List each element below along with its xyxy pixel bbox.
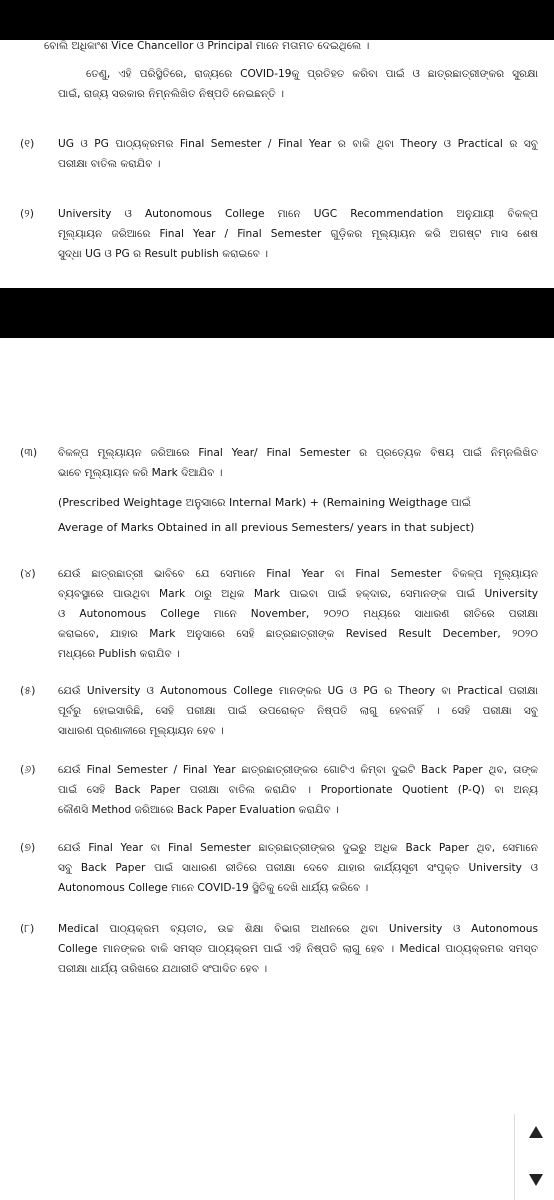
document-page-1 (0, 40, 554, 288)
item6-line-3: କୌଣସି Method ଜରିଆରେ Back Paper Evaluation କରାଯିବ । (58, 804, 339, 816)
item-number-3: (୩) (20, 446, 38, 459)
item5-line-1: ଯେଉଁ University ଓ Autonomous College ମାନଙ୍କର UG ଓ PG ର Theory ବା Practical ପରୀକ୍ଷା (58, 685, 538, 697)
item6-line-2: ପାଇଁ ସେହି Back Paper ପରୀକ୍ଷା ବାତିଲ କରାଯିବ । Proportionate Quotient (P-Q) ବା ଅନ୍ୟ (58, 784, 538, 796)
item6-line-1: ଯେଉଁ Final Semester / Final Year ଛାତ୍ରଛାତ୍ରୀଙ୍କର ଗୋଟିଏ କିମ୍ବା ଦୁଇଟି Back Paper ଥିବ, ତାଙ୍କ (58, 764, 538, 776)
item-number-2: (୨) (20, 207, 35, 220)
document-page-2 (0, 338, 554, 1200)
formula-line-2: Average of Marks Obtained in all previous Semesters/ years in that subject) (58, 521, 475, 534)
formula-line-1: (Prescribed Weightage ଅନୁସାରେ Internal Mark) + (Remaining Weigthage ପାଇଁ (58, 496, 471, 509)
item1-line-1: UG ଓ PG ପାଠ୍ୟକ୍ରମର Final Semester / Final Year ର ବାକି ଥିବା Theory ଓ Practical ର ସବୁ (58, 138, 538, 150)
item5-line-3: ସାଧାରଣ ପ୍ରଣାଳୀରେ ମୂଲ୍ୟାୟନ ହେବ । (58, 725, 224, 737)
intro-line-2: ପାଇଁ, ରାଜ୍ୟ ସରକାର ନିମ୍ନଲିଖିତ ନିଷ୍ପତି ନେଇଛନ୍ତି । (58, 88, 284, 100)
item4-line-2: ବ୍ୟବସ୍ଥାରେ ପାଉଥିବା Mark ଠାରୁ ଅଧିକ Mark ପାଇବା ପାଇଁ ହକ୍‌ଦାର, ସେମାନଙ୍କ ପାଇଁ University (58, 588, 538, 600)
item8-line-3: ପରୀକ୍ଷା ଧାର୍ଯ୍ୟ ତାରିଖରେ ଯଥାରୀତି ସଂପାଦିତ ହେବ । (58, 963, 268, 975)
item4-line-1: ଯେଉଁ ଛାତ୍ରଛାତ୍ରୀ ଭାବିବେ ଯେ ସେମାନେ Final Year ବା Final Semester ବିକଳ୍ପ ମୂଲ୍ୟାୟନ (58, 568, 538, 580)
scroll-up-down-icon (529, 1126, 543, 1186)
item-number-5: (୫) (20, 684, 36, 697)
item4-line-5: ମଧ୍ୟରେ Publish କରାଯିବ । (58, 648, 180, 660)
item-number-4: (୪) (20, 567, 36, 580)
item-number-6: (୬) (20, 763, 36, 776)
intro-line-1: ତେଣୁ, ଏହି ପରିସ୍ଥିତିରେ, ରାଜ୍ୟରେ COVID-19କୁ ପ୍ରତିହତ କରିବା ପାଇଁ ଓ ଛାତ୍ରଛାତ୍ରୀଙ୍କର ସୁରକ୍ଷା (86, 68, 538, 80)
item1-line-2: ପରୀକ୍ଷା ବାତିଲ କରାଯିବ । (58, 158, 161, 170)
item7-line-1: ଯେଉଁ Final Year ବା Final Semester ଛାତ୍ରଛାତ୍ରୀଙ୍କର ଦୁଇରୁ ଅଧିକ Back Paper ଥିବ, ସେମାନେ (58, 842, 538, 854)
item8-line-2: College ମାନଙ୍କର ବାକି ସମସ୍ତ ପାଠ୍ୟକ୍ରମ ପାଇଁ ଏହି ନିଷ୍ପତି ଲାଗୁ ହେବ । Medical ପାଠ୍ୟକ୍ରମର ସମସ୍ତ (58, 943, 538, 955)
item4-line-4: କରାଇବେ, ଯାହାର Mark ଅନୁସାରେ ସେହି ଛାତ୍ରଛାତ୍ରୀଙ୍କ Revised Result December, ୨୦୨୦ (58, 628, 538, 640)
item2-line-2: ମୂଲ୍ୟାୟନ ଜରିଆରେ Final Year / Final Semester ଗୁଡ଼ିକର ମୂଲ୍ୟାୟନ କରି ଅଗଷ୍ଟ ମାସ ଶେଷ (58, 228, 538, 240)
item-number-1: (୧) (20, 137, 35, 150)
item8-line-1: Medical ପାଠ୍ୟକ୍ରମ ବ୍ୟତୀତ, ଉଚ୍ଚ ଶିକ୍ଷା ବିଭାଗ ଅଧୀନରେ ଥିବା University ଓ Autonomous (58, 923, 538, 935)
item3-line-1: ବିକଳ୍ପ ମୂଲ୍ୟାୟନ ଜରିଆରେ Final Year/ Final Semester ର ପ୍ରତ୍ୟେକ ବିଷୟ ପାଇଁ ନିମ୍ନଲିଖିତ (58, 447, 538, 459)
item-number-8: (୮) (20, 922, 35, 935)
page1-top-line: ବୋଲି ଅଧିକାଂଶ Vice Chancellor ଓ Principal ମାନେ ମତାମତ ଦେଇଥିଲେ । (44, 40, 370, 52)
item7-line-2: ସବୁ Back Paper ପାଇଁ ସାଧାରଣ ରୀତିରେ ପରୀକ୍ଷା ଦେବେ ଯାହାର କାର୍ଯ୍ୟସୂଚୀ ସଂପୃକ୍ତ University ଓ (58, 862, 538, 874)
item2-line-1: University ଓ Autonomous College ମାନେ UGC Recommendation ଅନୁଯାୟୀ ବିକଳ୍ପ (58, 208, 538, 220)
item4-line-3: ଓ Autonomous College ମାନେ November, ୨୦୨୦ ମଧ୍ୟରେ ସାଧାରଣ ରୀତିରେ ପରୀକ୍ଷା (58, 608, 538, 620)
scroll-handle[interactable] (514, 1114, 554, 1200)
item-number-7: (୭) (20, 841, 36, 854)
item7-line-3: Autonomous College ମାନେ COVID-19 ସ୍ଥିତିକୁ ଦେଖି ଧାର୍ଯ୍ୟ କରିବେ । (58, 882, 369, 894)
item3-line-2: ଭାବେ ମୂଲ୍ୟାୟନ କରି Mark ଦିଆଯିବ । (58, 467, 223, 479)
item2-line-3: ସୁଦ୍ଧା UG ଓ PG ର Result publish କରାଇବେ । (58, 248, 268, 260)
item5-line-2: ପୂର୍ବରୁ ହୋଇସାରିଛି, ସେହି ପରୀକ୍ଷା ପାଇଁ ଉପରୋକ୍ତ ନିଷ୍ପତି ଲାଗୁ ହେବନାହିଁ । ସେହି ପରୀକ୍ଷା ସବୁ (58, 705, 538, 717)
